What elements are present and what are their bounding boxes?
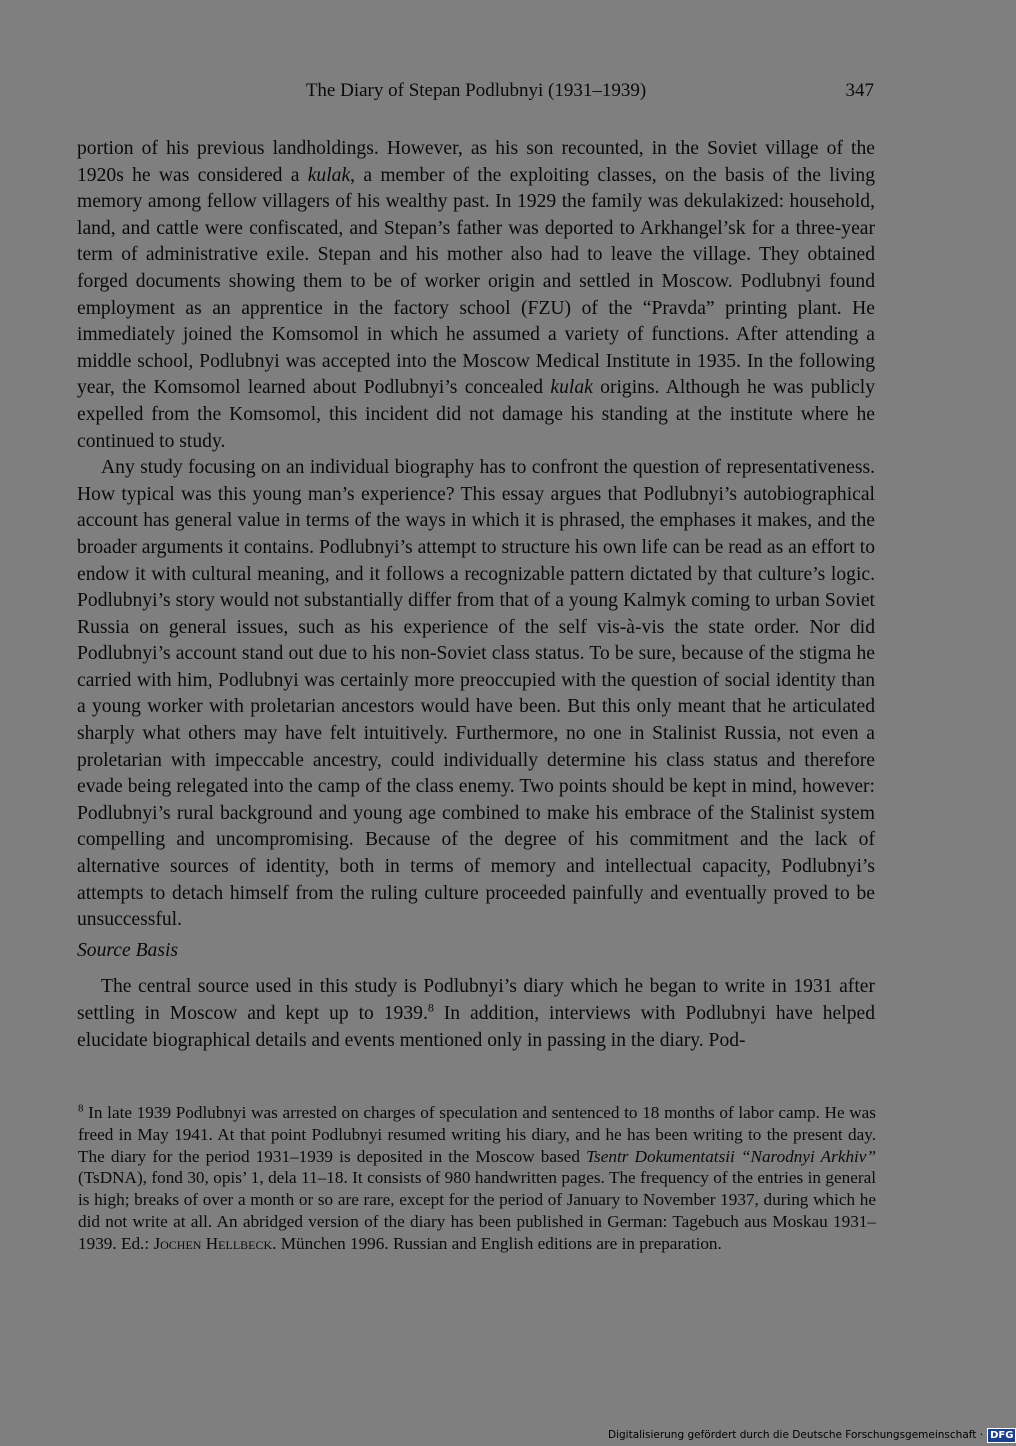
text-run: , a member of the exploiting classes, on the basis of the living memory among fellow villagers of his wealthy past. In 1929 the family was dekulakized: household, land, and cattle were confiscated, and Stepan’s father was deported to Arkhangel’sk for a three-year term of administrative exile. Stepan and his mother also had to leave the village. They obtained forged documents showing them to be of worker origin and settled in Moscow. Podlubnyi found employment as an apprentice in the factory school (FZU) of the “Pravda” printing plant. He immediately joined the Komsomol in which he assumed a variety of functions. After attending a middle school, Podlubnyi was accepted into the Moscow Medical Institute in 1935. In the following year, the Komsomol learned about Podlubnyi’s concealed [77,164,875,399]
funding-text: Digitalisierung gefördert durch die Deutsche Forschungsgemeinschaft · [608,1429,984,1441]
italic-term: kulak [307,164,351,186]
footnote-reference[interactable]: 8 [427,1000,434,1015]
text-run: (TsDNA), fond 30, opis’ 1, dela 11–18. It consists of 980 handwritten pages. The frequency of the entries in general is high; breaks of over a month or so are rare, except for the period of January to November 1937, during which he did not write at all. An abridged version of the diary has been published in German: Tagebuch aus Moskau 1931–1939. Ed.: [78,1168,876,1253]
footnote [78,1102,876,1255]
body-text [77,136,875,1054]
text-run: The central source used in this study is Podlubnyi’s diary which he began to write in 1931 after settling in Moscow and kept up to 1939. [77,976,875,1024]
running-title: The Diary of Stepan Podlubnyi (1931–1939) [305,80,647,101]
text-run: In addition, interviews with Podlubnyi have helped elucidate biographical details and events mentioned only in passing in the diary. Pod- [77,1003,875,1051]
paragraph-2: Any study focusing on an individual biography has to confront the question of representativeness. How typical was this young man’s experience? This essay argues that Podlubnyi’s autobiographical account has general value in terms of the ways in which it is phrased, the emphases it makes, and the broader arguments it contains. Podlubnyi’s attempt to structure his own life can be read as an effort to endow it with cultural meaning, and it follows a recognizable pattern dictated by that culture’s logic. Podlubnyi’s story would not substantially differ from that of a young Kalmyk coming to urban Soviet Russia on general issues, such as his experience of the self vis-à-vis the state order. Nor did Podlubnyi’s account stand out due to his non-Soviet class status. To be sure, because of the stigma he carried with him, Podlubnyi was certainly more preoccupied with the question of social identity than a young worker with proletarian ancestors would have been. But this only meant that he articulated sharply what others may have felt intuitively. Furthermore, no one in Stalinist Russia, not even a proletarian with impeccable ancestry, could individually determine his class status and therefore evade being relegated into the camp of the class enemy. Two points should be kept in mind, however: Podlubnyi’s rural background and young age combined to make his embrace of the Stalinist system compelling and uncompromising. Because of the degree of his commitment and the lack of alternative sources of identity, both in terms of memory and intellectual capacity, Podlubnyi’s attempts to detach himself from the ruling culture proceeded painfully and eventually proved to be unsuccessful. [77,457,875,931]
editor-name: Jochen Hellbeck [153,1233,273,1253]
footnote-mark: 8 [78,1102,84,1115]
italic-title: Tsentr Dokumentatsii “Narodnyi Arkhiv” [586,1146,876,1166]
text-run: portion of his previous landholdings. However, as his son recounted, in the Soviet village of the 1920s he was considered a [77,138,875,186]
paragraph-1 [77,136,875,455]
dfg-logo: DFG [987,1428,1016,1443]
page-header [78,80,874,110]
text-run: In late 1939 Podlubnyi was arrested on charges of speculation and sentenced to 18 months of labor camp. He was freed in May 1941. At that point Podlubnyi resumed writing his diary, and he has been writing to the present day. The diary for the period 1931–1939 is deposited in the Moscow based [78,1103,876,1166]
page-number: 347 [845,80,874,101]
section-heading: Source Basis [77,939,179,961]
italic-term: kulak [550,377,593,399]
funding-notice [608,1427,1016,1443]
text-run: . München 1996. Russian and English editions are in preparation. [272,1233,722,1253]
paragraph-3 [77,974,875,1054]
text-run: origins. Although he was publicly expelled from the Komsomol, this incident did not damage his standing at the institute where he continued to study. [77,377,875,452]
